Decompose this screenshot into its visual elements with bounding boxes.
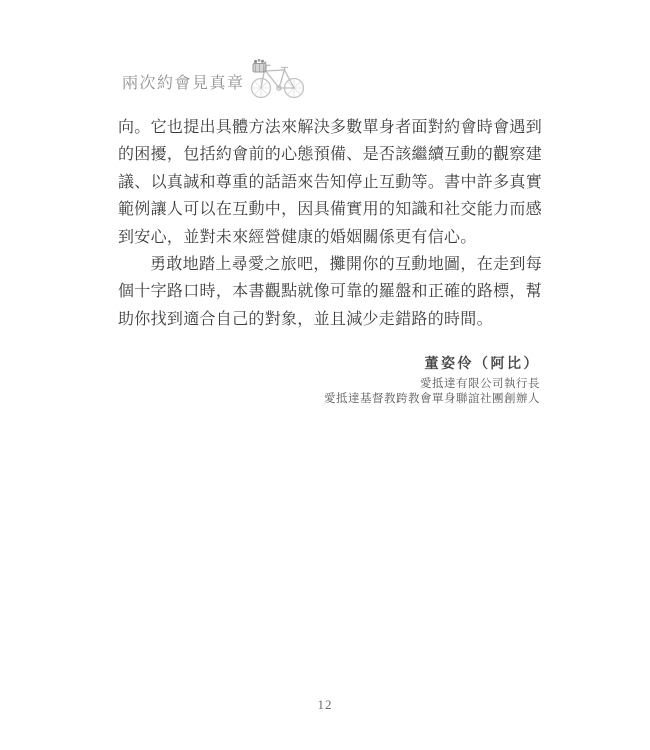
attribution-title-1: 愛抵達有限公司執行長 xyxy=(420,378,540,390)
running-head xyxy=(122,58,308,100)
attribution-name: 董姿伶（阿比） xyxy=(424,357,540,372)
bicycle-icon xyxy=(248,58,308,100)
book-title: 兩次約會見真章 xyxy=(122,75,245,92)
attribution-title-2: 愛抵達基督教跨教會單身聯誼社團創辦人 xyxy=(324,392,540,405)
body-paragraph-1: 向。它也提出具體方法來解決多數單身者面對約會時會遇到的困擾，包括約會前的心態預備、是否該繼續互動的觀察建議、以真誠和尊重的話語來告知停止互動等。書中許多真實範例讓人可以在互動中，因具備實用的知識和社交能力而感到安心，並對未來經營健康的婚姻關係更有信心。 xyxy=(118,119,542,246)
basket xyxy=(253,59,266,72)
body-paragraph-2: 勇敢地踏上尋愛之旅吧，攤開你的互動地圖，在走到每個十字路口時，本書觀點就像可靠的羅盤和正確的路標，幫助你找到適合自己的對象，並且減少走錯路的時間。 xyxy=(118,256,542,328)
body-text xyxy=(118,114,542,333)
page-number: 12 xyxy=(317,697,333,712)
attribution-block xyxy=(324,353,540,406)
